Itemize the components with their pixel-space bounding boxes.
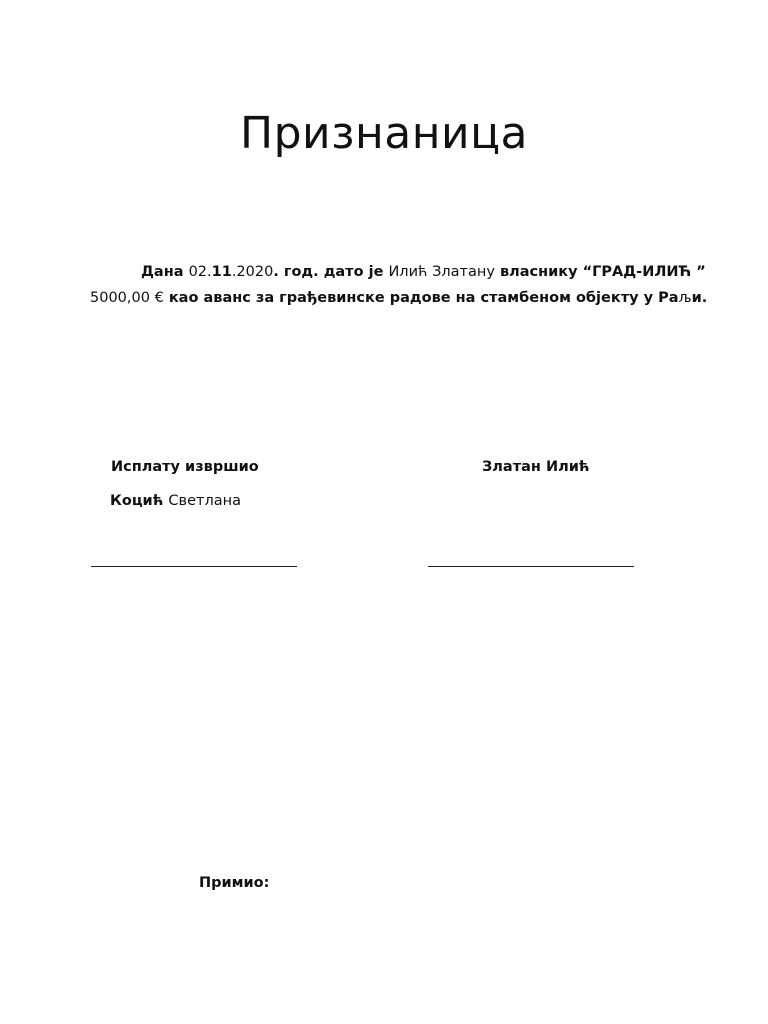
text-owner-company: власнику “ГРАД-ИЛИЋ ” (494, 264, 706, 280)
payer-surname: Коцић (110, 493, 169, 509)
paragraph-line-1 (141, 264, 706, 280)
received-label: Примио: (199, 875, 270, 891)
text-given-to: . год. дато је (273, 264, 389, 280)
text-date-month: 11 (211, 264, 232, 280)
payee-signature-line (428, 566, 634, 567)
text-amount: 5000,00 € (90, 290, 164, 306)
text-surname: Илић (388, 264, 428, 280)
paragraph-line-2 (90, 290, 707, 306)
document-title: Признаница (239, 108, 528, 159)
text-first-name: Златану (432, 264, 495, 280)
payer-first-name: Светлана (168, 493, 241, 509)
text-date-year: .2020 (231, 264, 274, 280)
text-purpose: као аванс за грађевинске радове на стамбеном објекту у Ра (163, 290, 679, 306)
text-date-prefix: Дана (141, 264, 189, 280)
payer-label: Исплату извршио (111, 459, 259, 475)
payer-name (110, 493, 241, 509)
text-date-day: 02. (188, 264, 212, 280)
text-purpose-letter: љ (678, 290, 692, 306)
text-purpose-end: и. (691, 290, 708, 306)
payer-signature-line (91, 566, 297, 567)
payee-name: Златан Илић (482, 459, 590, 475)
